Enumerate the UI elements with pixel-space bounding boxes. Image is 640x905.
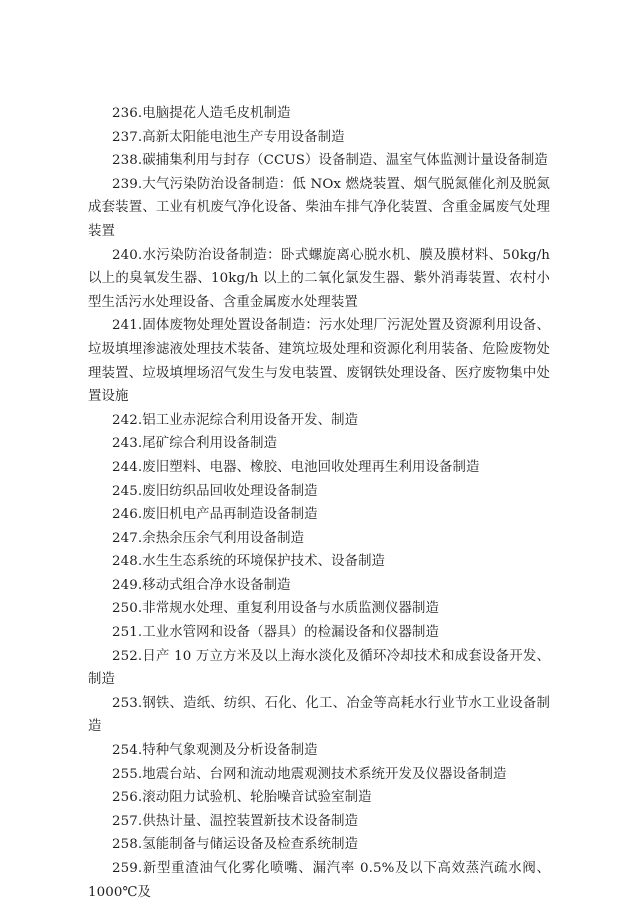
list-item: 242.铝工业赤泥综合利用设备开发、制造 [112,412,359,428]
list-item: 248.水生生态系统的环境保护技术、设备制造 [112,554,386,570]
list-item: 243.尾矿综合利用设备制造 [112,436,278,452]
list-item: 236.电脑提花人造毛皮机制造 [112,106,291,121]
list-item: 247.余热余压余气利用设备制造 [112,530,305,546]
list-item: 259.新型重渣油气化雾化喷嘴、漏汽率 0.5%及以下高效蒸汽疏水阀、1000℃及 [88,861,550,900]
list-item: 258.氢能制备与储运设备及检查系统制造 [112,837,359,853]
list-item: 250.非常规水处理、重复利用设备与水质监测仪器制造 [112,601,440,617]
list-item: 249.移动式组合净水设备制造 [112,577,291,593]
list-item: 238.碳捕集利用与封存（CCUS）设备制造、温室气体监测计量设备制造 [112,153,548,169]
list-item: 251.工业水管网和设备（器具）的检漏设备和仪器制造 [112,625,440,641]
list-item: 240.水污染防治设备制造：卧式螺旋离心脱水机、膜及膜材料、50kg/h 以上的臭氧发生器、10kg/h 以上的二氧化氯发生器、紫外消毒装置、农村小型生活污水处理设备、含重金属废水处理装置 [88,247,550,310]
list-item: 252.日产 10 万立方米及以上海水淡化及循环冷却技术和成套设备开发、制造 [88,648,550,688]
list-item: 256.滚动阻力试验机、轮胎噪音试验室制造 [112,790,372,806]
list-item: 241.固体废物处理处置设备制造：污水处理厂污泥处置及资源利用设备、垃圾填埋渗滤液处理技术装备、建筑垃圾处理和资源化利用装备、危险废物处理装置、垃圾填埋场沼气发生与发电装置、废钢铁处理设备、医疗废物集中处置设施 [88,318,550,405]
list-item: 253.钢铁、造纸、纺织、石化、化工、冶金等高耗水行业节水工业设备制造 [88,695,550,735]
list-item: 254.特种气象观测及分析设备制造 [112,743,318,759]
list-item: 244.废旧塑料、电器、橡胶、电池回收处理再生利用设备制造 [112,459,480,475]
list-item: 255.地震台站、台网和流动地震观测技术系统开发及仪器设备制造 [112,766,507,782]
catalog-list [88,102,550,904]
list-item: 239.大气污染防治设备制造：低 NOx 燃烧装置、烟气脱氮催化剂及脱氮成套装置、工业有机废气净化设备、柴油车排气净化装置、含重金属废气处理装置 [88,176,550,239]
list-item: 245.废旧纺织品回收处理设备制造 [112,483,318,499]
list-item: 237.高新太阳能电池生产专用设备制造 [112,129,345,145]
list-item: 257.供热计量、温控装置新技术设备制造 [112,813,359,829]
list-item: 246.废旧机电产品再制造设备制造 [112,507,318,523]
